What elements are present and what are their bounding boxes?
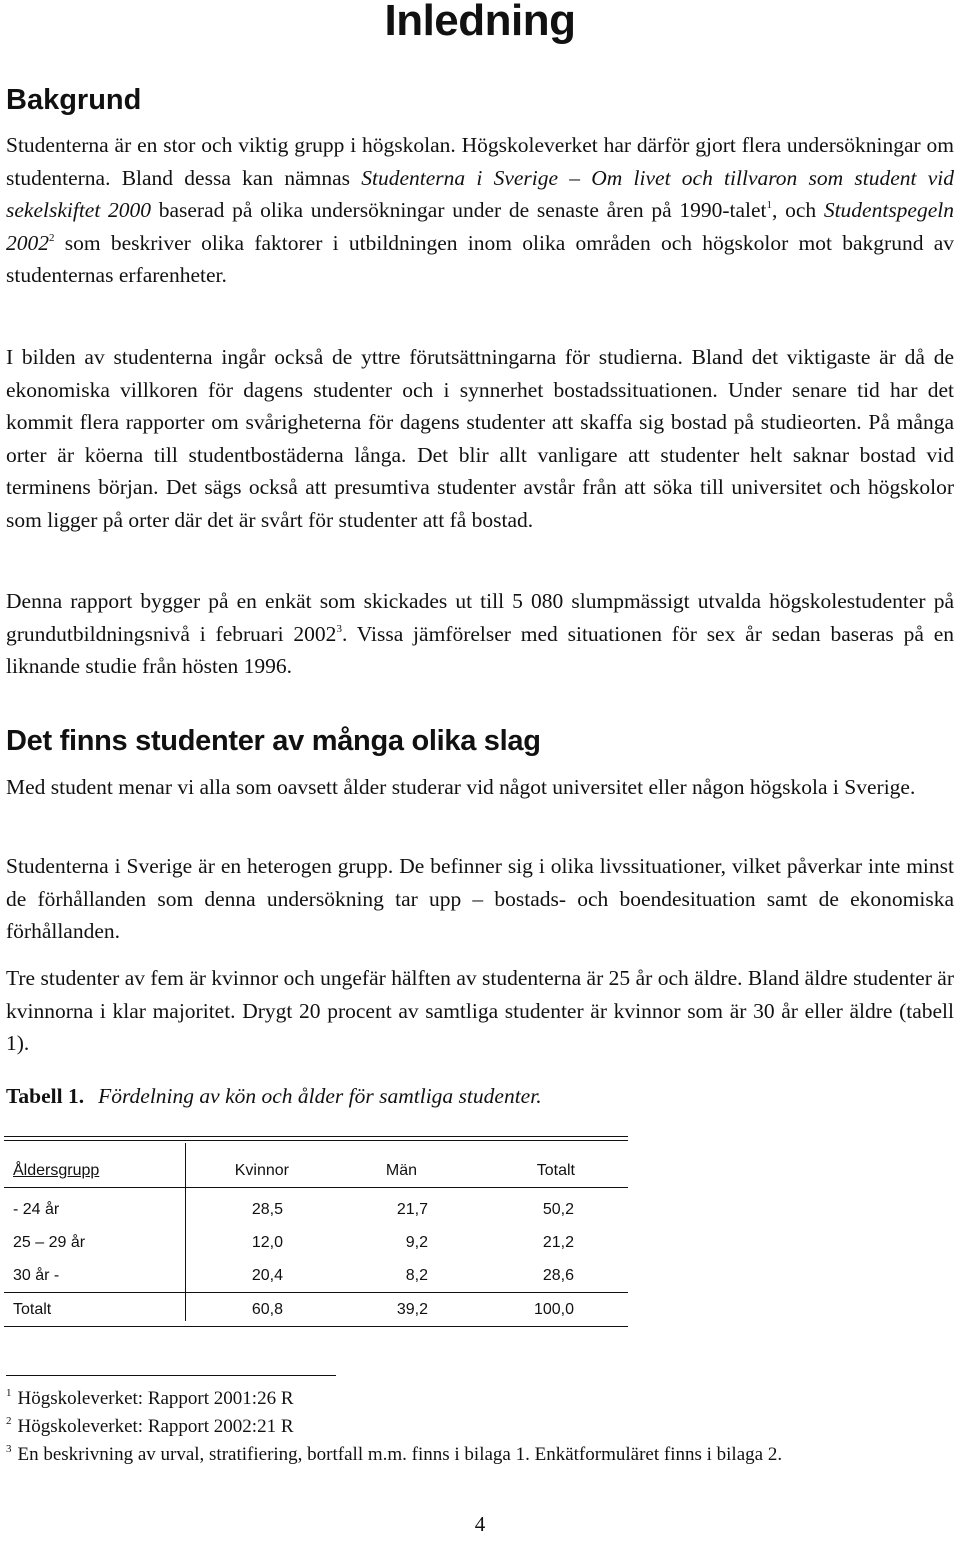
footnote-text: En beskrivning av urval, stratifiering, bortfall m.m. finns i bilaga 1. Enkätformuläret finns i bilaga 2.: [17, 1444, 783, 1465]
table-header-cell: Totalt: [536, 1162, 575, 1179]
table-cell: 28,5: [251, 1201, 283, 1218]
paragraph-intro-text-b: baserad på olika undersökningar under de senaste åren på 1990-talet: [151, 198, 767, 222]
table-cell: 28,6: [542, 1267, 574, 1284]
table-cell: 39,2: [396, 1301, 428, 1318]
report-title-studentspegeln: Studentspegeln 2002: [6, 198, 954, 255]
table-row: [4, 1226, 628, 1259]
footnote-text: Högskoleverket: Rapport 2001:26 R: [17, 1388, 294, 1409]
paragraph-housing: I bilden av studenterna ingår också de yttre förutsättningarna för studierna. Bland det viktigaste är då de ekonomiska villkoren för dagens studenter och i synnerhet bostadssituationen. Under senare tid har det kommit flera rapporter om svårigheterna för dagens studenter att skaffa sig bostad på studieorten. På många orter är köerna till studentbostäderna långa. Det blir allt vanligare att studenter helt saknar bostad vid terminens början. Det sägs också att presumtiva studenter avstår från att söka till universitet och högskolor som ligger på orter där det är svårt för studenter att få bostad.: [6, 345, 954, 532]
footnote-1: [6, 1388, 294, 1410]
table-cell: 12,0: [251, 1234, 283, 1251]
table-top-rule-second: [4, 1140, 628, 1141]
paragraph-intro-text-d: som beskriver olika faktorer i utbildningen inom olika områden och högskolor mot bakgrund av studenternas erfarenheter.: [6, 230, 954, 287]
table-cell: 21,2: [542, 1234, 574, 1251]
table-cell: 50,2: [542, 1201, 574, 1218]
paragraph-definition: Med student menar vi alla som oavsett ålder studerar vid något universitet eller någon högskola i Sverige.: [6, 775, 916, 799]
table-cell: 9,2: [405, 1234, 428, 1251]
table-cell: 30 år -: [13, 1267, 60, 1284]
footnote-3: [6, 1444, 782, 1466]
table-top-rule: [4, 1136, 628, 1137]
table-cell: 100,0: [533, 1301, 574, 1318]
paragraph-survey-text-a: Denna rapport bygger på en enkät som skickades ut till 5 080 slumpmässigt utvalda högskolestudenter på grundutbildningsnivå i februari 2002: [6, 589, 954, 646]
table-header-cell: Kvinnor: [234, 1162, 289, 1179]
page-number: 4: [474, 1512, 486, 1536]
section-heading-studenter: Det finns studenter av många olika slag: [6, 725, 541, 757]
table-cell: Totalt: [13, 1301, 52, 1318]
section-heading-bakgrund: Bakgrund: [6, 84, 142, 116]
footnote-ref-1: 1: [766, 199, 772, 211]
page-title: Inledning: [384, 0, 576, 45]
paragraph-survey-text-b: . Vissa jämförelser med situationen för sex år sedan baseras på en liknande studie från hösten 1996.: [6, 621, 954, 678]
table-caption-label: Tabell 1.: [6, 1084, 85, 1108]
report-title-studenterna-i-sverige: Studenterna i Sverige – Om livet och tillvaron som student vid sekelskiftet 2000: [6, 165, 955, 222]
table-header-row: [4, 1154, 628, 1188]
table-cell: - 24 år: [13, 1201, 60, 1218]
table-cell: 21,7: [396, 1201, 428, 1218]
footnote-number: 2: [6, 1415, 12, 1427]
footnote-ref-2: 2: [49, 231, 55, 244]
table-total-row: [4, 1293, 628, 1327]
table-cell: 8,2: [405, 1267, 428, 1284]
paragraph-intro-text-c: , och: [772, 198, 824, 222]
footnote-2: [6, 1416, 294, 1438]
paragraph-intro-text-a: Studenterna är en stor och viktig grupp i högskolan. Högskoleverket har därför gjort flera undersökningar om studenterna. Bland dessa kan nämnas: [6, 133, 954, 190]
paragraph-intro: [6, 129, 954, 292]
table-header-cell: Män: [385, 1162, 417, 1179]
footnote-number: 3: [6, 1443, 12, 1455]
table-cell: 60,8: [251, 1301, 283, 1318]
footnote-number: 1: [6, 1387, 12, 1399]
footnote-separator: [6, 1375, 336, 1376]
paragraph-gender-age: Tre studenter av fem är kvinnor och ungefär hälften av studenterna är 25 år och äldre. Bland äldre studenter är kvinnorna i klar majoritet. Drygt 20 procent av samtliga studenter är kvinnor som är 30 år eller äldre (tabell 1).: [6, 966, 954, 1055]
paragraph-survey: [6, 585, 954, 683]
table-row: [4, 1193, 628, 1226]
table-header-cell: Åldersgrupp: [13, 1162, 100, 1179]
table-cell: 20,4: [251, 1267, 283, 1284]
table-caption-text: Fördelning av kön och ålder för samtliga studenter.: [98, 1084, 542, 1108]
table-caption: [6, 1084, 542, 1109]
footnote-text: Högskoleverket: Rapport 2002:21 R: [17, 1416, 294, 1437]
paragraph-heterogen: Studenterna i Sverige är en heterogen grupp. De befinner sig i olika livssituationer, vilket påverkar inte minst de förhållanden som denna undersökning tar upp – bostads- och boendesituation samt de ekonomiska förhållanden.: [6, 854, 954, 943]
table-row: [4, 1259, 628, 1293]
table-cell: 25 – 29 år: [13, 1234, 86, 1251]
footnote-ref-3: 3: [336, 622, 342, 635]
